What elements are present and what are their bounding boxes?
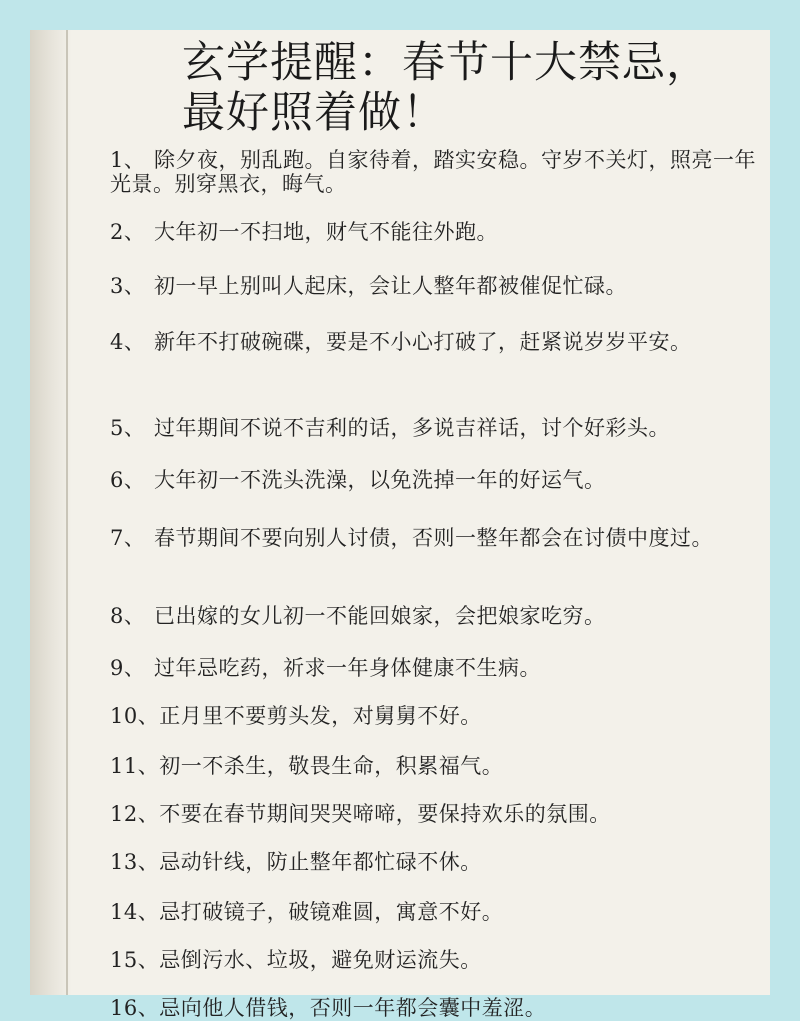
item-number: 15、 <box>110 948 160 972</box>
list-item <box>110 416 760 440</box>
item-text: 新年不打破碗碟，要是不小心打破了，赶紧说岁岁平安。 <box>154 330 692 354</box>
item-text: 忌倒污水、垃圾，避免财运流失。 <box>159 948 482 972</box>
item-number: 13、 <box>110 850 160 874</box>
item-text: 初一不杀生，敬畏生命，积累福气。 <box>159 754 504 778</box>
item-number: 4、 <box>110 330 146 354</box>
title-line-2: 最好照着做！ <box>182 88 446 138</box>
item-number: 3、 <box>110 274 146 298</box>
list-item <box>110 996 760 1020</box>
item-text: 大年初一不扫地，财气不能往外跑。 <box>154 220 498 244</box>
list-item <box>110 220 760 244</box>
list-item <box>110 468 760 492</box>
item-number: 6、 <box>110 468 146 492</box>
item-text: 大年初一不洗头洗澡，以免洗掉一年的好运气。 <box>154 468 606 492</box>
page-title <box>182 38 742 138</box>
list-item <box>110 604 760 628</box>
item-text: 忌动针线，防止整年都忙碌不休。 <box>159 850 482 874</box>
list-item <box>110 850 760 874</box>
item-number: 10、 <box>110 704 160 728</box>
item-number: 9、 <box>110 656 146 680</box>
book-spine <box>30 30 72 995</box>
list-item <box>110 900 760 924</box>
list-item <box>110 148 760 196</box>
item-text: 忌打破镜子，破镜难圆，寓意不好。 <box>159 900 504 924</box>
item-number: 7、 <box>110 526 146 550</box>
item-number: 12、 <box>110 802 160 826</box>
list-item <box>110 948 760 972</box>
list-item <box>110 526 760 550</box>
item-text: 除夕夜，别乱跑。自家待着，踏实安稳。守岁不关灯，照亮一年光景。别穿黑衣，晦气。 <box>110 148 756 196</box>
item-text: 忌向他人借钱，否则一年都会囊中羞涩。 <box>159 996 547 1020</box>
title-line-1: 玄学提醒：春节十大禁忌， <box>182 38 710 88</box>
item-number: 8、 <box>110 604 146 628</box>
item-number: 16、 <box>110 996 160 1020</box>
item-text: 春节期间不要向别人讨债，否则一整年都会在讨债中度过。 <box>154 526 713 550</box>
list-item <box>110 274 760 298</box>
item-text: 过年期间不说不吉利的话，多说吉祥话，讨个好彩头。 <box>154 416 670 440</box>
item-text: 已出嫁的女儿初一不能回娘家，会把娘家吃穷。 <box>154 604 606 628</box>
item-text: 初一早上别叫人起床，会让人整年都被催促忙碌。 <box>154 274 627 298</box>
list-item <box>110 656 760 680</box>
item-number: 5、 <box>110 416 146 440</box>
item-number: 1、 <box>110 148 146 172</box>
list-item <box>110 330 760 354</box>
list-item <box>110 704 760 728</box>
item-number: 14、 <box>110 900 160 924</box>
list-item <box>110 802 760 826</box>
item-text: 过年忌吃药，祈求一年身体健康不生病。 <box>154 656 541 680</box>
book-page <box>30 30 770 1020</box>
list-item <box>110 754 760 778</box>
item-text: 正月里不要剪头发，对舅舅不好。 <box>159 704 482 728</box>
item-text: 不要在春节期间哭哭啼啼，要保持欢乐的氛围。 <box>159 802 611 826</box>
item-number: 11、 <box>110 754 160 778</box>
item-number: 2、 <box>110 220 146 244</box>
